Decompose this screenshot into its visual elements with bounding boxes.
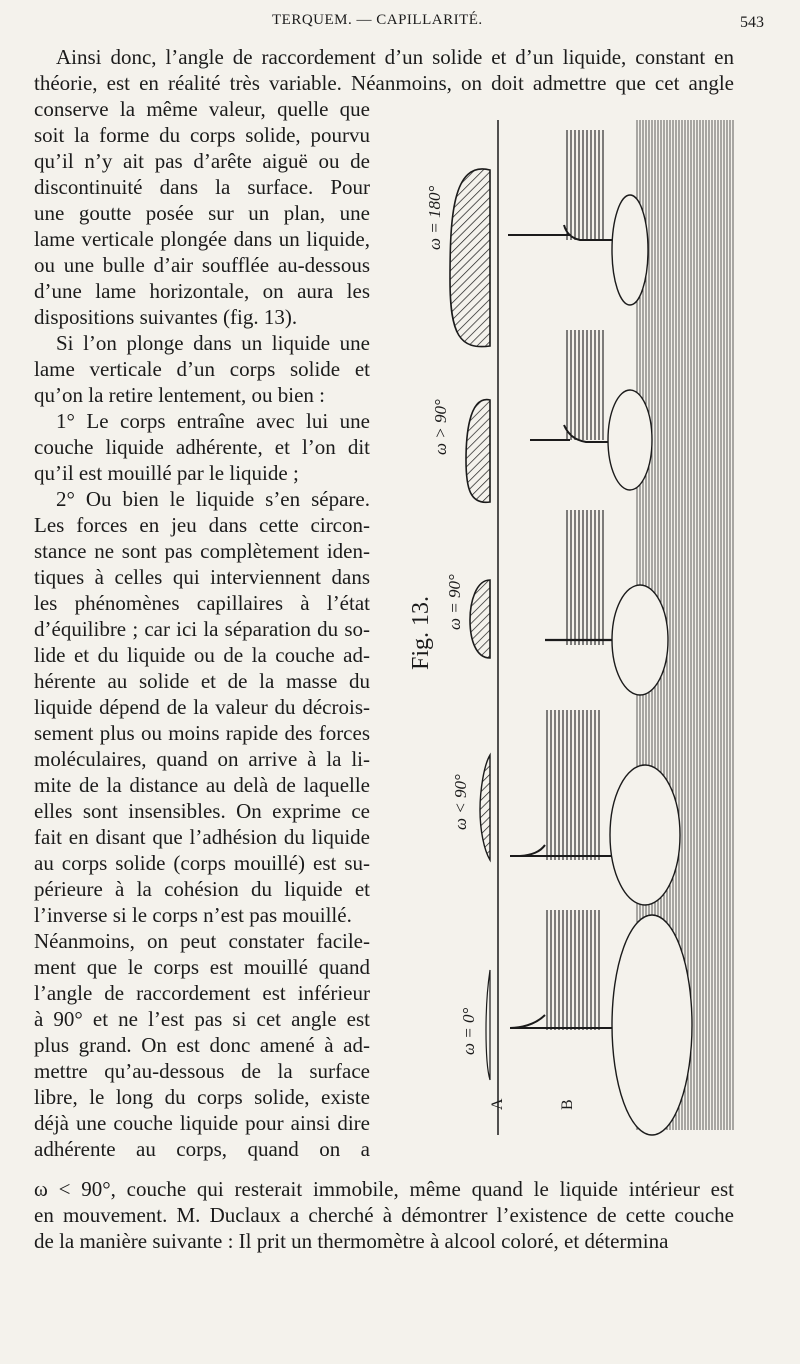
text-line: théorie, est en réalité très variable. Néanmoins, on doit admettre que cet angle [34,71,734,95]
text-line: mettre qu’au-dessous de la surface [34,1059,370,1083]
top-paragraph [34,44,734,96]
text-line: Si l’on plonge dans un liquide une [56,331,370,355]
text-line: discontinuité dans la surface. Pour [34,175,370,199]
page-number: 543 [740,14,764,31]
bubble-2 [608,390,652,490]
label-B: B [559,1099,576,1110]
text-line: 2° Ou bien le liquide s’en sépare. [56,487,370,511]
label-omega-gt-90: ω > 90° [431,399,450,455]
text-line: conserve la même valeur, quelle que [34,97,370,121]
text-line: en mouvement. M. Duclaux a cherché à démontrer l’existence de cette couche [34,1203,734,1227]
text-line: de la manière suivante : Il prit un thermomètre à alcool coloré, et détermina [34,1229,669,1253]
drop-omega-gt-90 [466,400,490,503]
text-line: ω < 90°, couche qui resterait immobile, même quand le liquide intérieur est [34,1177,734,1201]
text-line: Ainsi donc, l’angle de raccordement d’un solide et d’un liquide, constant en [56,45,734,69]
text-line: fait en disant que l’adhésion du liquide [34,825,370,849]
text-line: mite de la distance au delà de laquelle [34,773,370,797]
text-line: couche liquide adhérente, et l’on dit [34,435,370,459]
text-line: l’angle de raccordement est inférieur [34,981,370,1005]
running-header [0,12,800,36]
text-line: les phénomènes capillaires à l’état [34,591,370,615]
text-line: au corps solide (corps mouillé) est su- [34,851,370,875]
text-line: une goutte posée sur un plan, une [34,201,370,225]
lamella-1 [564,130,604,240]
drop-omega-90 [470,580,490,658]
bubble-3 [612,585,668,695]
text-line: Les forces en jeu dans cette circon- [34,513,370,537]
text-line: elles sont insensibles. On exprime ce [34,799,370,823]
text-line: ment que le corps est mouillé quand [34,955,370,979]
label-omega-180: ω = 180° [425,185,444,250]
bubble-1 [612,195,648,305]
text-line: qu’il est mouillé par le liquide ; [34,461,299,485]
lamella-5 [545,910,600,1030]
text-line: l’inverse si le corps n’est pas mouillé. [34,903,352,927]
text-line: soit la forme du corps solide, pourvu [34,123,370,147]
text-line: sement plus ou moins rapide des forces [34,721,370,745]
text-line: libre, le long du corps solide, existe [34,1085,370,1109]
text-line: 1° Le corps entraîne avec lui une [56,409,370,433]
drop-omega-180 [450,169,490,347]
text-line: tiques à celles qui interviennent dans [34,565,370,589]
text-line: déjà une couche liquide pour ainsi dire [34,1111,370,1135]
label-omega-0: ω = 0° [459,1007,478,1055]
text-line: moléculaires, quand on arrive à la li- [34,747,370,771]
text-line: qu’on la retire lentement, ou bien : [34,383,325,407]
label-omega-lt-90: ω < 90° [451,774,470,830]
vertical-lamellae [508,130,622,1030]
text-line: d’équilibre ; car ici la séparation du so- [34,617,370,641]
text-line: adhérente au corps, quand on a [34,1137,370,1161]
text-column [34,96,370,1162]
text-line: Néanmoins, on peut constater facile- [34,929,370,953]
text-line: périeure à la cohésion du liquide et [34,877,370,901]
figure-caption: Fig. 13. [408,595,434,670]
lamella-3 [564,510,604,645]
figure-13 [390,110,760,1150]
label-A: A [489,1098,506,1110]
drop-omega-lt-90 [480,755,490,860]
label-omega-90: ω = 90° [445,574,464,630]
bottom-paragraph [34,1176,734,1254]
bubble-4 [610,765,680,905]
text-line: qu’il n’y ait pas d’arête aiguë ou de [34,149,370,173]
text-line: hérente au solide et de la masse du [34,669,370,693]
text-line: lame verticale plongée dans un liquide, [34,227,370,251]
lamella-4 [545,710,600,860]
text-line: stance ne sont pas complètement iden- [34,539,370,563]
running-title: TERQUEM. — CAPILLARITÉ. [272,12,483,28]
text-line: dispositions suivantes (fig. 13). [34,305,298,329]
text-line: ou une bulle d’air soufflée au-dessous [34,253,370,277]
text-line: à 90° et ne l’est pas si cet angle est [34,1007,370,1031]
lamella-2 [564,330,604,440]
horizontal-plate [608,120,735,1135]
bubble-5 [612,915,692,1135]
text-line: liquide dépend de la valeur du décrois- [34,695,370,719]
drop-omega-0 [486,970,490,1080]
text-line: lide et du liquide ou de la couche ad- [34,643,370,667]
text-line: plus grand. On est donc amené à ad- [34,1033,370,1057]
meniscus-4 [510,845,545,856]
text-line: lame verticale d’un corps solide et [34,357,370,381]
meniscus-5 [510,1015,545,1028]
text-line: d’une lame horizontale, on aura les [34,279,370,303]
